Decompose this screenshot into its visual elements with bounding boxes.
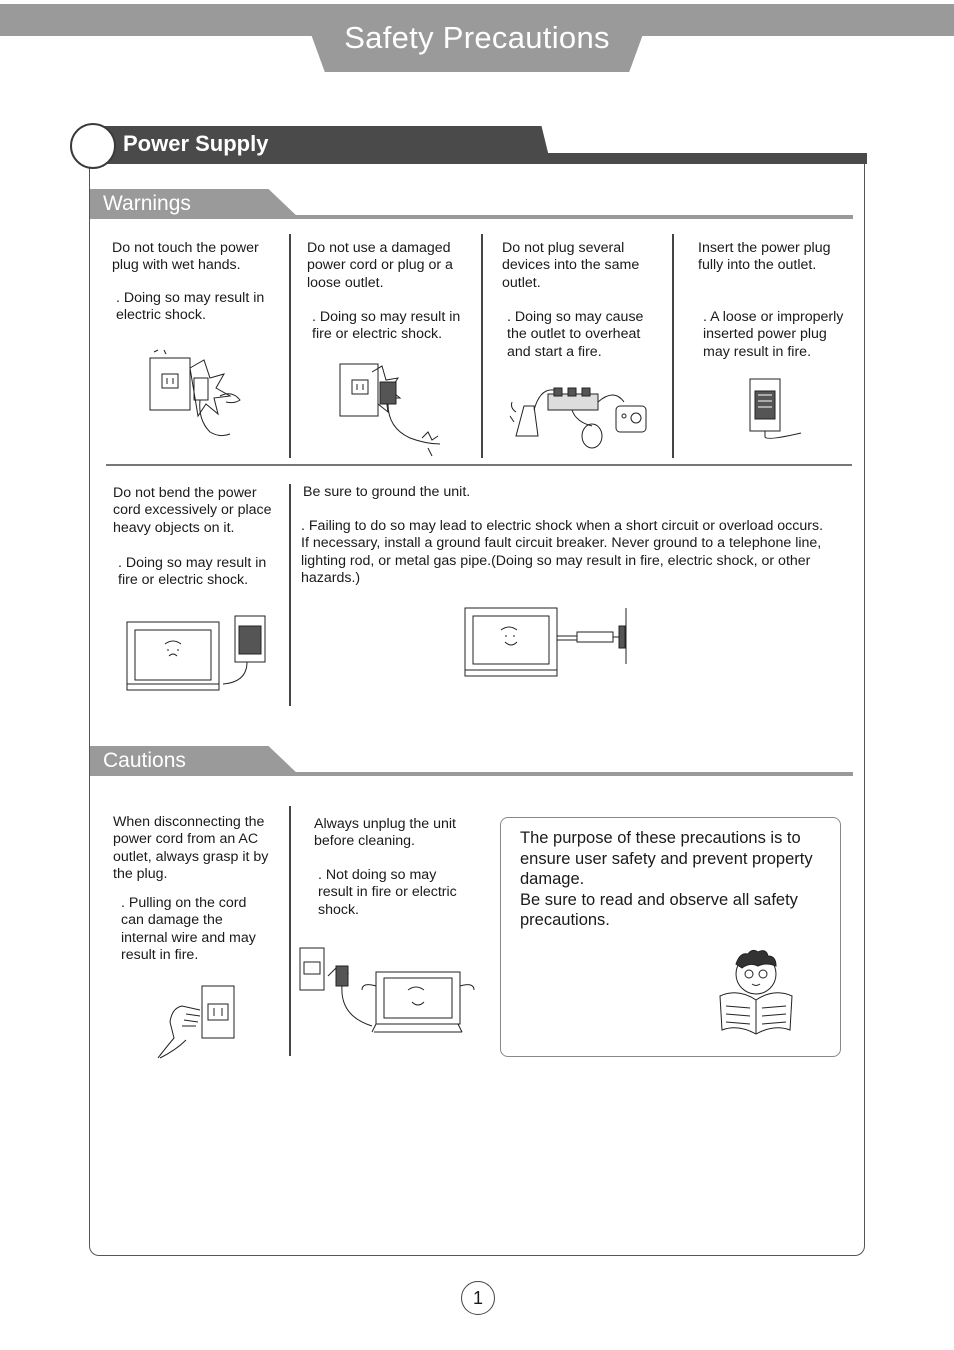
section-title: Power Supply — [123, 131, 269, 156]
row-divider — [106, 464, 852, 466]
boy-reading-manual-illustration — [716, 950, 796, 1038]
divider — [289, 806, 291, 1056]
warning-2-text: Do not use a damaged power cord or plug or a loose outlet. — [307, 240, 453, 291]
divider — [672, 234, 674, 458]
cautions-heading-bar — [90, 746, 853, 776]
cautions-heading: Cautions — [103, 749, 186, 772]
divider — [289, 234, 291, 458]
warning-5-text: Do not bend the power cord excessively or place heavy objects on it. — [113, 485, 272, 536]
divider — [289, 484, 291, 706]
wet-hands-outlet-illustration — [140, 348, 250, 440]
damaged-cord-illustration — [336, 352, 446, 456]
precautions-note-text: The purpose of these precautions is to ensure user safety and prevent property damage. Be sure to read and observe all safety precautions. — [520, 829, 813, 929]
caution-1-note: . Pulling on the cord can damage the internal wire and may result in fire. — [121, 895, 256, 964]
grounding-tv-illustration — [463, 606, 633, 678]
warning-5-note: . Doing so may result in fire or electric shock. — [118, 555, 267, 589]
warning-1-note: . Doing so may result in electric shock. — [116, 290, 265, 324]
page-title: Safety Precautions — [344, 20, 610, 55]
warnings-heading-bar — [90, 189, 853, 219]
caution-2-text: Always unplug the unit before cleaning. — [314, 816, 456, 850]
warning-2-note: . Doing so may result in fire or electric shock. — [312, 309, 461, 343]
grasp-plug-illustration — [156, 984, 238, 1060]
warning-3-note: . Doing so may cause the outlet to overheat and start a fire. — [507, 309, 644, 360]
caution-2-note: . Not doing so may result in fire or electric shock. — [318, 867, 457, 918]
warning-6-note: . Failing to do so may lead to electric shock when a short circuit or overload occurs. If necessary, install a ground fault circuit breaker. Never ground to a telephone line, lighting rod, or metal gas pipe.(Doing so may result in fire, electric shock, or other hazards.) — [301, 518, 824, 587]
overloaded-outlet-illustration — [508, 382, 653, 454]
bent-cord-tv-illustration — [125, 612, 270, 694]
warning-6-text: Be sure to ground the unit. — [303, 484, 471, 500]
warning-4-text: Insert the power plug fully into the outlet. — [698, 240, 831, 274]
warning-4-note: . A loose or improperly inserted power plug may result in fire. — [703, 309, 844, 360]
warning-1-text: Do not touch the power plug with wet hands. — [112, 240, 259, 274]
unplug-before-cleaning-illustration — [298, 946, 470, 1038]
caution-1-text: When disconnecting the power cord from an AC outlet, always grasp it by the plug. — [113, 814, 269, 883]
divider — [481, 234, 483, 458]
warnings-heading: Warnings — [103, 192, 191, 215]
page-number: 1 — [461, 1281, 495, 1315]
section-circle-icon — [70, 123, 116, 169]
plug-fully-inserted-illustration — [745, 375, 805, 445]
warning-3-text: Do not plug several devices into the same outlet. — [502, 240, 640, 291]
